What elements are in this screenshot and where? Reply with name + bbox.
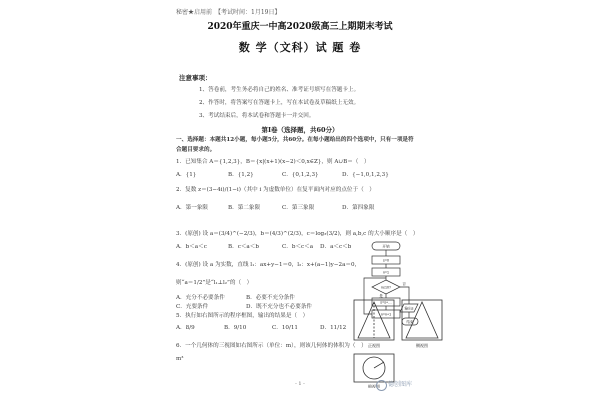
q2-option-b: B．第二象限 [228,205,261,211]
flow-yes-label: 是 [379,294,383,298]
question-3-stem: 3．(原创) 设 a＝(3/4)^(−2/3)，b＝(4/3)^(2/3)，c＝log₃(3/2)，则 a,b,c 的大小顺序是（ ） [176,231,419,237]
q6-answer-unit: m³ [176,356,184,362]
flow-update-n-label: n=n+1 [380,312,392,317]
page-number: - 1 - [295,381,305,387]
q2-option-c: C．第三象限 [282,205,315,211]
q1-option-b: B．{1,2} [228,172,254,178]
note-item: 1、答卷前，考生务必将自己的姓名、准考证号填写在答题卡上。 [199,87,360,93]
side-view-label: 侧视图 [416,343,428,348]
note-item: 3、考试结束后，将本试卷和答题卡一并交回。 [199,113,315,119]
confidential-header: 秘密★启用前 【考试时间：1月19日】 [176,9,281,16]
watermark-icon [376,380,387,391]
notes-heading: 注意事项： [179,74,212,82]
q5-option-b: B．9/10 [224,325,247,331]
flow-init-n-label: n=1 [382,270,390,275]
q1-option-c: C．{0,1,2,3} [282,172,319,178]
q1-option-a: A．{1} [176,172,197,178]
flow-init-s-label: s=0 [383,258,389,263]
q3-option-d: D．a＜c＜b [320,244,352,250]
watermark-text: 德创图库 [388,381,413,388]
q3-option-c: C．b＜c＜a [282,244,314,250]
side-view-triangle [406,302,438,338]
question-1-stem: 1．已知集合 A＝{1,2,3}，B＝{x|(x+1)(x−2)＜0,x∈Z}，则 A∪B＝（ ） [176,159,370,165]
exam-subtitle: 数 学（文科）试 题 卷 [238,41,362,54]
part1-intro: 一、选择题：本题共12小题，每小题5分，共60分。在每小题给出的四个选项中，只有一项是符 [176,137,414,143]
front-view-label: 正视图 [368,343,380,348]
q4-option-c: C．充要条件 [176,304,209,310]
q5-option-c: C．10/11 [272,325,298,331]
question-5-stem: 5．执行如右图所示的程序框图，输出的结果是（ ） [176,313,309,319]
q5-option-d: D．11/12 [320,325,347,331]
flow-end-label: 结束 [406,320,414,324]
q4-option-b: B．必要不充分条件 [246,295,295,301]
flow-no-label: 否 [402,282,406,286]
flow-condition-label: n≤10? [381,285,391,290]
q2-option-d: D．第四象限 [342,205,375,211]
q4-option-d: D．既不充分也不必要条件 [246,304,313,310]
question-6-stem: 6．一个几何体的三视图如右图所示（单位：m），则该几何体的体积为（ ） [176,343,367,349]
question-4-stem: 4．(原创) 设 a 为实数，直线 l₁：ax+y−1＝0，l₂：x+(a−1)y−2a＝0， [176,262,361,268]
q3-option-a: A．b＜a＜c [176,244,207,250]
q5-option-a: A．8/9 [176,325,195,331]
part1-heading: 第Ⅰ卷（选择题，共60分） [261,126,339,134]
q2-option-a: A．第一象限 [176,205,209,211]
q1-option-d: D．{−1,0,1,2,3} [342,172,389,178]
note-item: 2、作答时，将答案写在答题卡上，写在本试卷及草稿纸上无效。 [199,100,360,106]
question-4-stem-cont: 则“a＝1/2”是“l₁⊥l₂”的（ ） [176,280,253,286]
part1-intro-cont: 合题目要求的。 [176,147,216,153]
top-view-label: 俯视图 [368,384,380,388]
flow-update-s-label: s=s+… [380,300,392,305]
flow-output-label: 输出s [404,306,414,311]
flow-start-label: 开始 [382,244,390,249]
q3-option-b: B．c＜a＜b [228,244,259,250]
q4-option-a: A．充分不必要条件 [176,295,225,301]
exam-title: 2020年重庆一中高2020级高三上期期末考试 [207,22,393,32]
three-view-diagram [350,296,460,388]
question-2-stem: 2．复数 z＝(3−4i)/(1−i)（其中 i 为虚数单位）在复平面内对应的点位于（ ） [176,187,375,193]
